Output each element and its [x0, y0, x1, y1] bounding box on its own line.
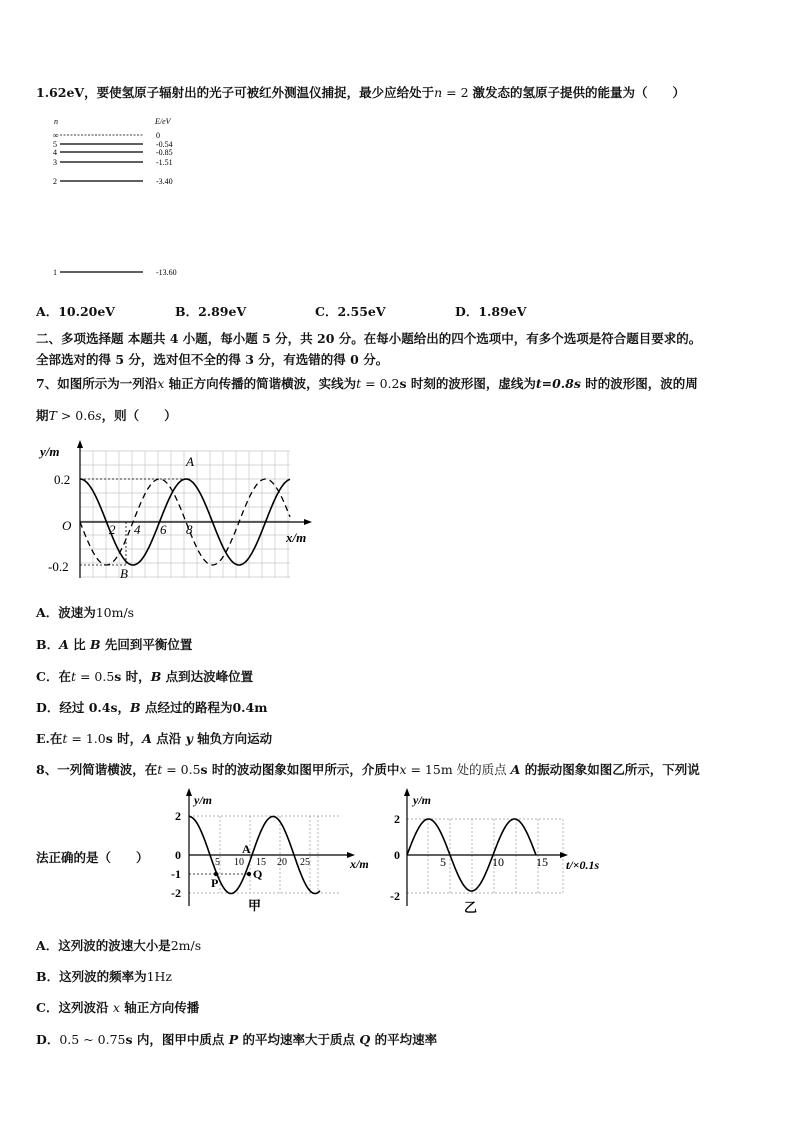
q7-e-pre: E.在	[36, 731, 63, 746]
jia-ytick-0: 0	[175, 848, 181, 862]
yi-caption: 乙	[464, 900, 478, 915]
q6-stem-suffix: 激发态的氢原子提供的能量为（ ）	[472, 85, 686, 100]
jia-caption: 甲	[248, 898, 262, 913]
jia-ytick-minus1: -1	[171, 867, 181, 881]
q8-c-x: x	[112, 1000, 120, 1015]
q7-c-eq: = 0.5	[75, 669, 115, 684]
n-header: n	[54, 117, 58, 126]
jia-ytick-2: 2	[175, 809, 181, 823]
q7-stem-line2	[36, 406, 177, 424]
q8-option-a	[36, 936, 201, 954]
q7-l2-c: s	[95, 408, 102, 423]
energy-level-e: -0.85	[156, 148, 173, 157]
q7-x-arrow-icon	[304, 519, 312, 525]
q7-l2-a: 期	[36, 408, 49, 423]
q7-e-mid: 时，	[112, 731, 143, 746]
q7-l2-b: > 0.6	[56, 408, 96, 423]
q6-option-b: B．2.89eV	[175, 304, 247, 319]
q7-option-e	[36, 729, 272, 747]
energy-level-e: -0.54	[156, 140, 173, 149]
energy-level-e: 0	[156, 131, 160, 140]
q7-d-mid: ，	[117, 700, 131, 715]
q7-l1-t: t	[356, 376, 362, 391]
q7-y-arrow-icon	[77, 440, 83, 448]
q7-l1-e: t=0.8s	[535, 376, 581, 391]
q7-b-mid: 比	[68, 637, 90, 652]
q8-d-q: Q	[359, 1032, 371, 1047]
yi-ytick-2: 2	[394, 812, 400, 826]
q7-option-c	[36, 667, 253, 685]
jia-x-label: x/m	[350, 857, 369, 871]
q7-c-b: B	[150, 669, 162, 684]
q8-l1-x: x	[399, 762, 407, 777]
jia-point-a: A	[242, 842, 251, 856]
q8-d-s: s	[125, 1032, 133, 1047]
q7-b-a: A	[59, 637, 69, 652]
q8-d-mid: 内，图甲中质点	[132, 1032, 229, 1047]
q6-option-c: C．2.55eV	[315, 304, 386, 319]
q7-y-label: y/m	[40, 444, 60, 459]
q8-graph-yi	[388, 786, 616, 916]
q8-c-pre: C．这列波沿	[36, 1000, 113, 1015]
jia-xtick-5: 5	[215, 857, 220, 868]
q7-xtick-4: 4	[134, 522, 141, 537]
q8-graph-jia	[170, 786, 375, 914]
energy-level-e: -3.40	[156, 177, 173, 186]
energy-level-e: -13.60	[156, 268, 177, 277]
q7-e-t: t	[62, 731, 68, 746]
q7-origin: O	[62, 518, 72, 533]
q7-point-a: A	[186, 454, 194, 469]
jia-point-q: Q	[253, 867, 263, 881]
q8-option-d	[36, 1030, 437, 1048]
q7-ytick-bottom: -0.2	[48, 559, 69, 574]
energy-level-n: 1	[53, 268, 57, 277]
q7-x-label: x/m	[286, 530, 307, 545]
q7-wave-graph	[36, 438, 326, 586]
q7-b-pre: B．	[36, 637, 60, 652]
q8-d-p: P	[228, 1032, 239, 1047]
q7-a-pre: A．波速为	[36, 605, 96, 620]
q8-d-mid2: 的平均速率大于质点	[238, 1032, 360, 1047]
yi-xtick-15: 15	[536, 855, 548, 869]
q7-option-d	[36, 698, 267, 716]
q7-d-pre: D．经过	[36, 700, 89, 715]
q7-l2-d: ，则（ ）	[101, 408, 177, 423]
q8-b-pre: B．这列波的频率为	[36, 969, 147, 984]
q8-stem-line1	[36, 760, 700, 778]
energy-level-diagram	[48, 114, 198, 284]
jia-xtick-15: 15	[256, 857, 266, 868]
q8-l1-d: = 15m 处的质点	[406, 762, 511, 777]
q7-ytick-top: 0.2	[54, 472, 71, 487]
q8-l1-t: t	[157, 762, 163, 777]
q7-l1-c: = 0.2	[361, 376, 400, 391]
q8-l1-A: A	[510, 762, 521, 777]
q6-option-d: D．1.89eV	[455, 304, 527, 319]
q7-c-t: t	[70, 669, 76, 684]
q7-d-val2: 0.4m	[232, 700, 268, 715]
q8-c-post: 轴正方向传播	[119, 1000, 200, 1015]
yi-y-label: y/m	[413, 793, 431, 807]
q8-l1-c: s 时的波动图象如图甲所示，介质中	[200, 762, 400, 777]
jia-ytick-minus2: -2	[171, 886, 181, 900]
e-header: E/eV	[155, 117, 171, 126]
section2-line2: 全部选对的得 5 分，选对但不全的得 3 分，有选错的得 0 分。	[36, 352, 389, 367]
jia-xtick-25: 25	[300, 857, 310, 868]
q7-a-val: 10m/s	[95, 605, 135, 620]
q6-stem-var: n	[434, 85, 443, 100]
q7-l1-a: 7、如图所示为一列沿	[36, 376, 158, 391]
q6-stem-prefix: 1.62eV，要使氢原子辐射出的光子可被红外测温仪捕捉，最少应给处于	[36, 85, 435, 100]
q7-xtick-6: 6	[160, 522, 167, 537]
q7-l1-b: 轴正方向传播的简谐横波，实线为	[164, 376, 357, 391]
q7-c-pre: C．在	[36, 669, 71, 684]
q8-l1-e: 的振动图象如图乙所示，下列说	[520, 762, 700, 777]
q6-stem-eq: = 2	[442, 85, 473, 100]
jia-xtick-20: 20	[277, 857, 287, 868]
q8-option-c	[36, 998, 199, 1016]
q7-stem-line1	[36, 374, 698, 392]
yi-xtick-5: 5	[440, 855, 446, 869]
energy-level-n: 5	[53, 140, 57, 149]
jia-point-q-dot	[247, 872, 251, 876]
q7-xtick-2: 2	[109, 522, 116, 537]
q7-b-b: B	[90, 637, 101, 652]
q7-b-post: 先回到平衡位置	[100, 637, 193, 652]
q6-stem	[36, 83, 685, 101]
q7-e-post: 轴负方向运动	[192, 731, 273, 746]
q7-point-b: B	[120, 566, 128, 581]
jia-y-arrow-icon	[186, 788, 192, 796]
q8-l1-a: 8、一列简谐横波，在	[36, 762, 158, 777]
q7-e-s: s	[105, 731, 113, 746]
energy-level-e: -1.51	[156, 158, 173, 167]
q8-b-val: 1Hz	[146, 969, 173, 984]
energy-levels	[53, 131, 177, 277]
jia-point-p: P	[211, 876, 219, 890]
q7-l2-T: T	[48, 408, 57, 423]
yi-ytick-minus2: -2	[390, 889, 400, 903]
q6-option-a: A．10.20eV	[36, 304, 115, 319]
q7-d-post: 点经过的路程为	[140, 700, 233, 715]
q8-a-pre: A．这列波的波速大小是	[36, 938, 171, 953]
q7-option-a	[36, 603, 134, 621]
q7-d-val1: 0.4s	[88, 700, 118, 715]
yi-y-arrow-icon	[404, 788, 410, 796]
energy-level-n: 2	[53, 177, 57, 186]
q8-a-val: 2m/s	[170, 938, 202, 953]
jia-y-label: y/m	[194, 793, 212, 807]
q7-e-y: y	[185, 731, 193, 746]
jia-xtick-10: 10	[234, 857, 244, 868]
energy-level-n: 3	[53, 158, 57, 167]
q7-c-post1: s 时，	[114, 669, 151, 684]
q8-stem-line2: 法正确的是（ ）	[36, 850, 149, 865]
q8-d-range: 0.5 ~ 0.75	[59, 1032, 126, 1047]
q7-e-a: A	[142, 731, 152, 746]
q7-l1-f: 时的波形图，波的周	[580, 376, 698, 391]
q8-option-b	[36, 967, 172, 985]
yi-ytick-0: 0	[394, 848, 400, 862]
q7-option-b	[36, 635, 192, 653]
yi-xtick-10: 10	[492, 855, 504, 869]
q7-e-mid2: 点沿	[151, 731, 186, 746]
q8-d-post: 的平均速率	[370, 1032, 438, 1047]
q8-d-pre: D．	[36, 1032, 60, 1047]
q7-c-post2: 点到达波峰位置	[161, 669, 254, 684]
q7-l1-x: x	[157, 376, 165, 391]
q7-xtick-8: 8	[186, 522, 193, 537]
q7-l1-d: s 时刻的波形图，虚线为	[399, 376, 536, 391]
yi-x-label: t/×0.1s	[566, 858, 600, 872]
q7-e-eq: = 1.0	[67, 731, 106, 746]
q8-l1-b: = 0.5	[162, 762, 201, 777]
energy-level-n: ∞	[53, 131, 59, 140]
energy-level-n: 4	[53, 148, 57, 157]
q7-d-b: B	[130, 700, 141, 715]
section2-line1: 二、多项选择题 本题共 4 小题，每小题 5 分，共 20 分。在每小题给出的四个选项中，有多个选项是符合题目要求的。	[36, 331, 702, 346]
